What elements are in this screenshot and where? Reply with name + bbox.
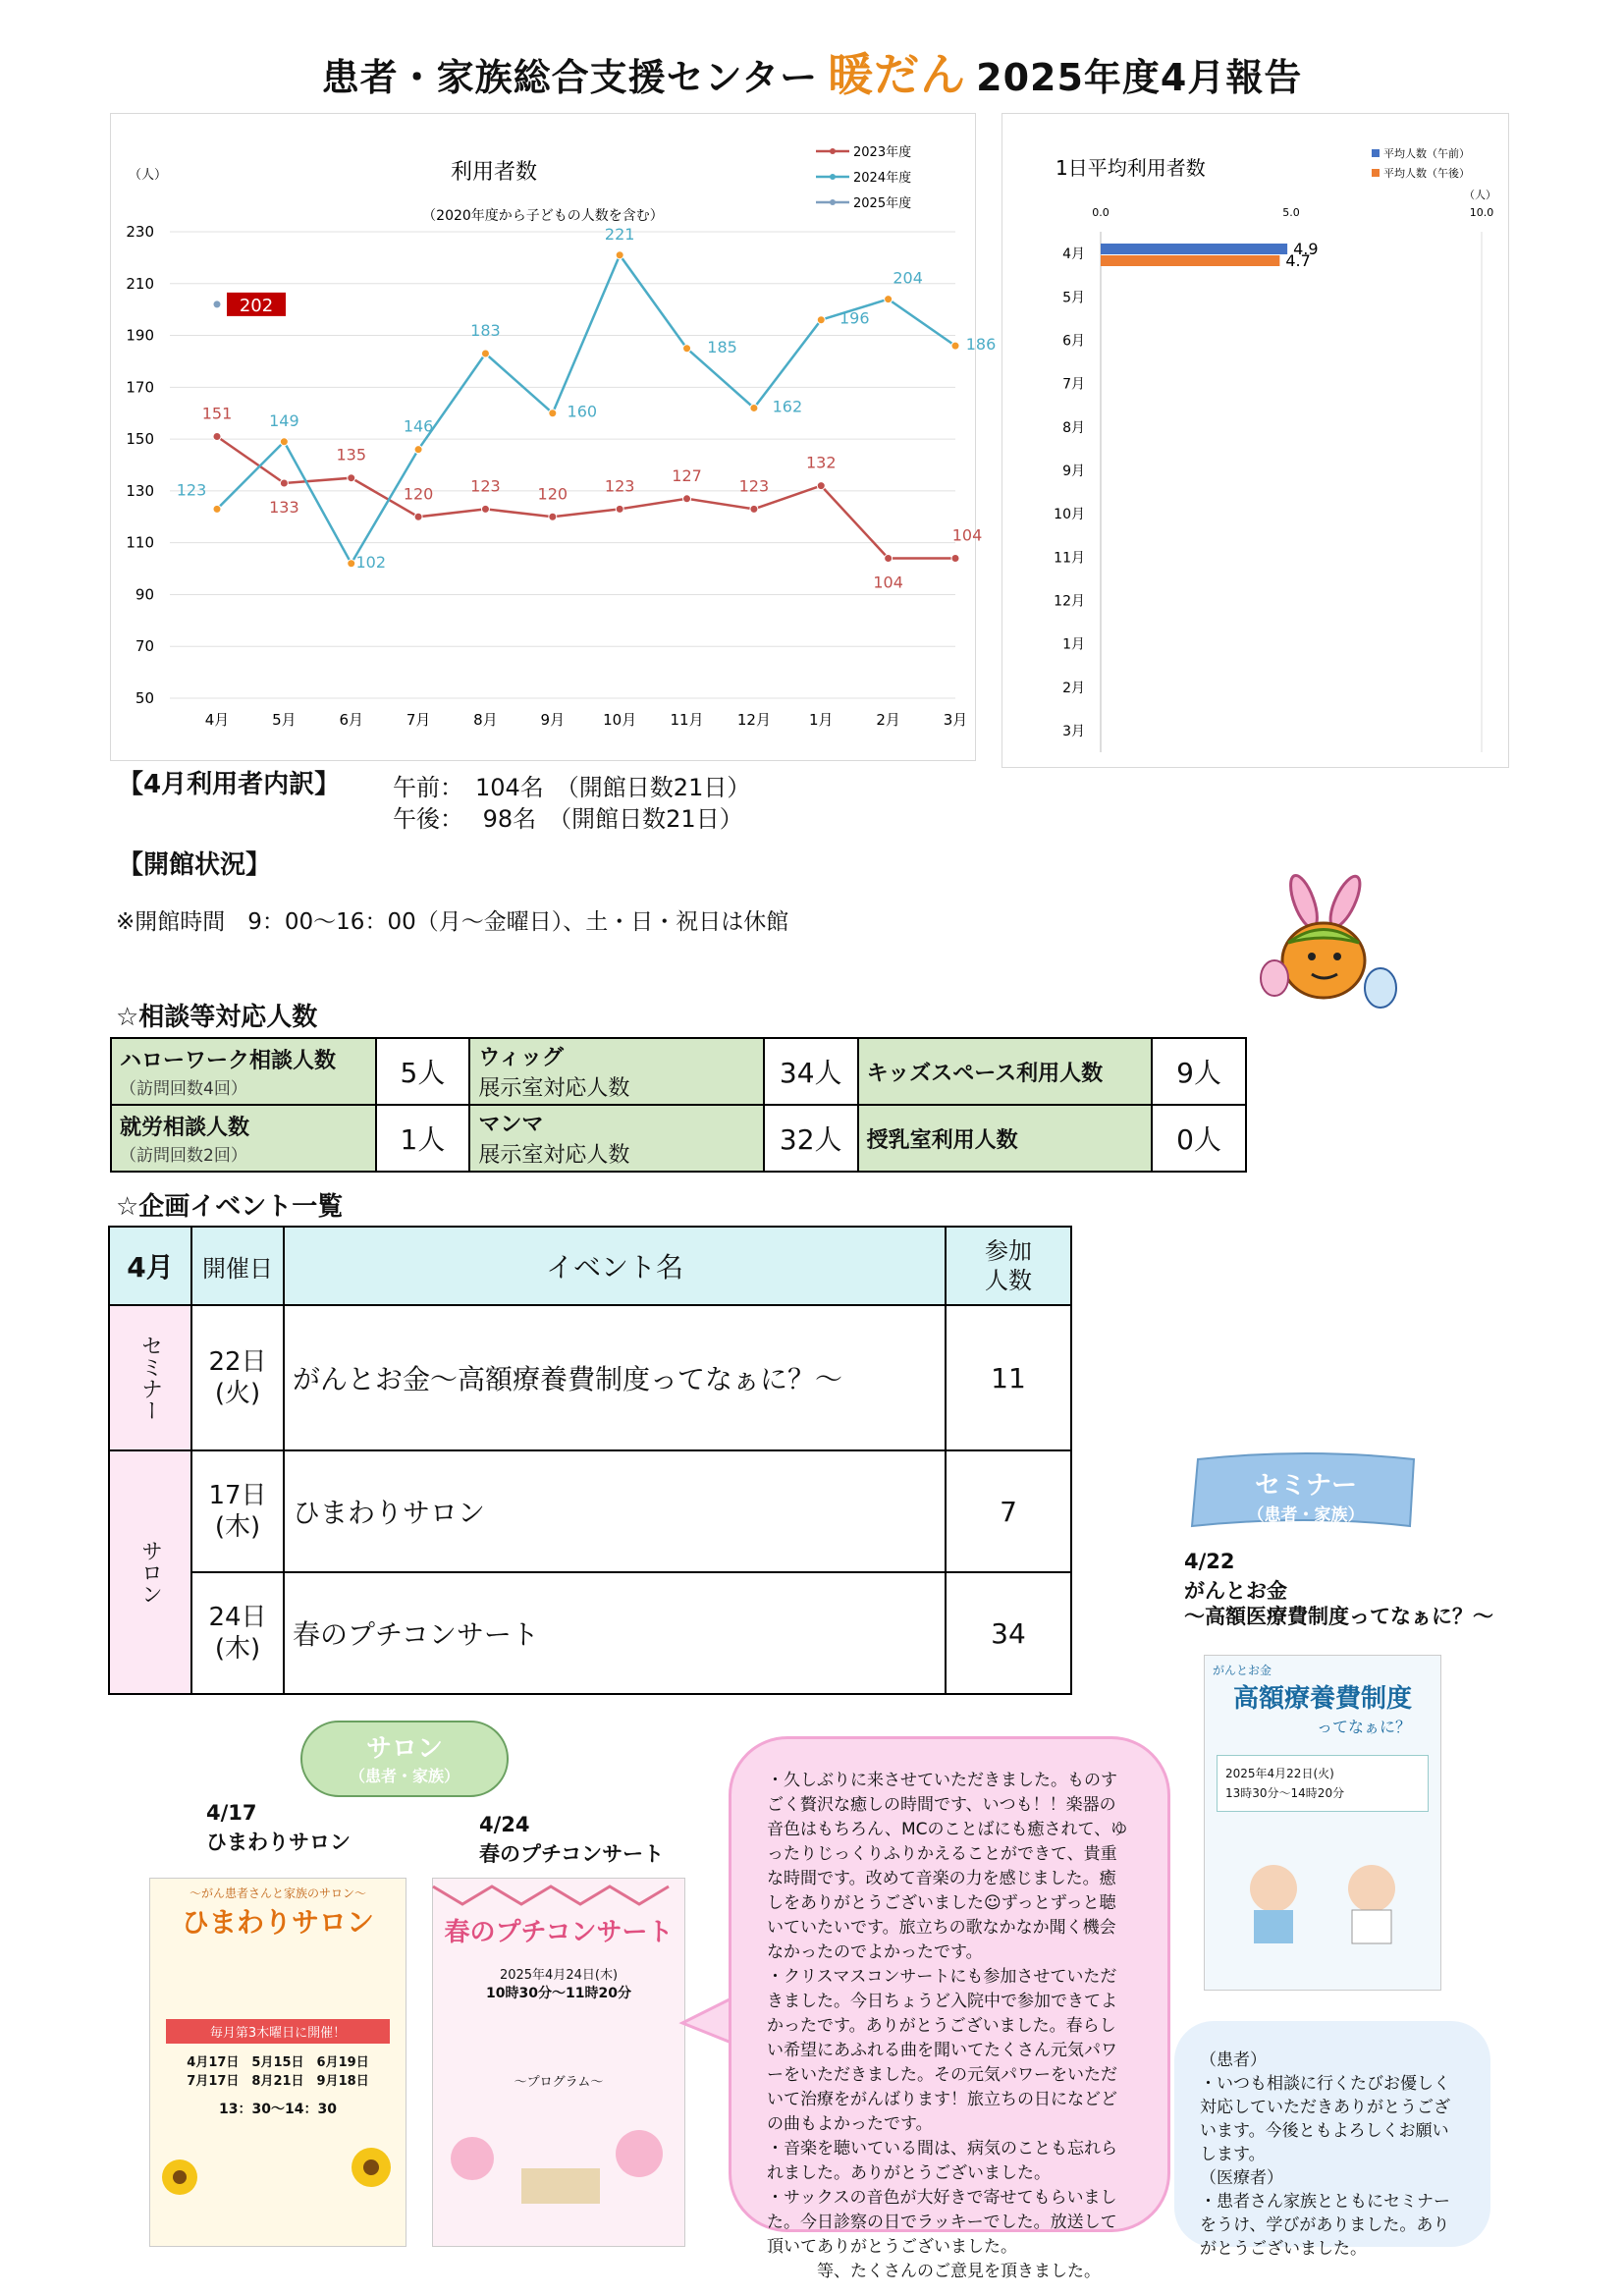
breakdown-heading: 【4月利用者内訳】: [118, 770, 341, 799]
y-tick-label: 5月: [1062, 290, 1085, 306]
table-row: [109, 1305, 1071, 1450]
series-line: [217, 436, 955, 558]
bar-chart-title: 1日平均利用者数: [1056, 156, 1206, 180]
header-month: 4月: [109, 1227, 191, 1305]
y-tick-label: 170: [126, 378, 154, 397]
event-name: 春のプチコンサート: [284, 1572, 946, 1694]
x-tick-label: 0.0: [1092, 206, 1110, 219]
y-tick-label: 7月: [1062, 376, 1085, 393]
x-tick-label: 4月: [204, 711, 230, 729]
header-event-name: イベント名: [284, 1227, 946, 1305]
data-point: [683, 495, 691, 503]
events-heading: ☆企画イベント一覧: [116, 1192, 344, 1222]
y-axis-label: （人）: [129, 168, 168, 183]
data-point: [616, 505, 623, 513]
data-label: 132: [805, 453, 837, 472]
participant-comments: [729, 1736, 1170, 2281]
chart-title: 利用者数: [450, 160, 538, 185]
x-tick-label: 9月: [540, 711, 566, 729]
bunny-mascot-icon: [1247, 872, 1404, 1019]
data-label: 104: [873, 573, 903, 592]
data-point: [683, 345, 691, 353]
dandan-logo: 暖だん: [828, 48, 967, 101]
legend-swatch: [1372, 169, 1380, 177]
salon2-date: 4/24: [479, 1813, 530, 1836]
line-chart: [111, 114, 997, 760]
y-tick-label: 90: [135, 585, 154, 604]
seminar-comments: [1174, 2021, 1490, 2259]
x-tick-label: 8月: [473, 711, 498, 729]
data-point: [549, 513, 557, 520]
salon1-date: 4/17: [206, 1801, 257, 1825]
salon1-name: ひまわりサロン: [206, 1831, 351, 1854]
event-name: ひまわりサロン: [284, 1450, 946, 1572]
data-label: 135: [336, 445, 367, 465]
data-point: [817, 316, 825, 324]
data-label: 183: [470, 321, 501, 341]
event-date: 22日 (火): [191, 1305, 284, 1450]
event-date: 17日 (木): [191, 1450, 284, 1572]
data-label: 120: [537, 484, 568, 504]
header-count: 参加 人数: [946, 1227, 1071, 1305]
x-tick-label: 10.0: [1469, 206, 1494, 219]
salon-badge-sub: （患者・家族）: [349, 1767, 460, 1785]
table-row: [111, 1105, 1246, 1172]
comment-medical-text: ・患者さん家族とともにセミナーをうけ、学びがありました。ありがとうございました。: [1200, 2192, 1450, 2259]
unit-label: （人）: [1464, 189, 1496, 201]
data-point: [280, 438, 288, 446]
data-point: [750, 404, 758, 411]
y-tick-label: 3月: [1062, 723, 1085, 739]
mamma-count: 32人: [764, 1105, 858, 1172]
table-row: [111, 1038, 1246, 1105]
opening-heading: 【開館状況】: [118, 850, 272, 880]
data-point: [213, 505, 221, 513]
x-tick-label: 2月: [876, 711, 900, 729]
data-label: 104: [951, 525, 983, 545]
comment-patient-text: ・いつも相談に行くたびお優しく対応していただきありがとうございます。今後ともよろしくお願いします。: [1200, 2074, 1450, 2164]
wig-label: ウィッグ 展示室対応人数: [469, 1038, 763, 1105]
y-tick-label: 70: [135, 637, 154, 656]
category-seminar: セミナー: [109, 1305, 191, 1450]
comment-medical-heading: （医療者）: [1200, 2168, 1283, 2188]
data-point: [616, 251, 623, 259]
nursing-room-count: 0人: [1152, 1105, 1246, 1172]
x-tick-label: 7月: [406, 711, 431, 729]
data-point: [414, 513, 422, 520]
wig-count: 34人: [764, 1038, 858, 1105]
data-label: 185: [707, 337, 737, 356]
y-tick-label: 4月: [1062, 246, 1085, 263]
table-row: [109, 1450, 1071, 1572]
nursing-room-label: 授乳室利用人数: [858, 1105, 1152, 1172]
y-tick-label: 8月: [1062, 419, 1085, 436]
data-label: 127: [672, 465, 702, 485]
legend-label: 2025年度: [853, 196, 912, 211]
y-tick-label: 10月: [1054, 507, 1085, 523]
data-point: [817, 482, 825, 490]
title-left: 患者・家族総合支援センター: [321, 56, 819, 99]
bar: [1101, 244, 1287, 254]
hellowork-label: ハローワーク相談人数 （訪問回数4回）: [111, 1038, 376, 1105]
data-label: 123: [470, 476, 501, 496]
event-date: 24日 (木): [191, 1572, 284, 1694]
kids-space-label: キッズスペース利用人数: [858, 1038, 1152, 1105]
data-label: 133: [269, 497, 299, 517]
legend-swatch: [1372, 149, 1380, 157]
salon2-name: 春のプチコンサート: [479, 1842, 665, 1866]
data-point: [213, 432, 221, 440]
legend-label: 平均人数（午前）: [1383, 147, 1470, 160]
y-tick-label: 130: [126, 481, 154, 500]
seminar-name-2: ～高額医療費制度ってなぁに？～: [1184, 1605, 1493, 1628]
event-name: がんとお金～高額療養費制度ってなぁに？～: [284, 1305, 946, 1450]
mamma-label: マンマ 展示室対応人数: [469, 1105, 763, 1172]
breakdown-pm: 午後： 98名 （開館日数21日）: [393, 805, 743, 833]
y-tick-label: 190: [126, 326, 154, 345]
data-label: 123: [604, 476, 635, 496]
event-count: 34: [946, 1572, 1071, 1694]
x-tick-label: 5.0: [1282, 206, 1300, 219]
data-point: [481, 350, 489, 357]
chart-subtitle: （2020年度から子どもの人数を含む）: [422, 208, 664, 224]
x-tick-label: 1月: [808, 711, 834, 729]
category-salon: サロン: [109, 1450, 191, 1694]
y-tick-label: 2月: [1062, 680, 1085, 696]
employment-count: 1人: [376, 1105, 470, 1172]
salon-badge-title: サロン: [365, 1734, 443, 1764]
x-tick-label: 10月: [603, 711, 637, 729]
data-point: [213, 301, 221, 308]
data-label: 120: [403, 484, 434, 504]
bar-chart: [1002, 114, 1508, 767]
breakdown-am: 午前： 104名 （開館日数21日）: [393, 774, 751, 801]
legend-marker: [830, 148, 836, 154]
data-label: 204: [893, 268, 923, 288]
page-title: [0, 39, 1624, 104]
data-label: 151: [201, 404, 233, 423]
events-table: [108, 1226, 1072, 1695]
data-label: 102: [355, 552, 387, 572]
table-row: [109, 1572, 1071, 1694]
data-label: 123: [176, 480, 207, 500]
bar: [1101, 255, 1279, 266]
data-label: 4.9: [1293, 240, 1319, 258]
data-point: [885, 555, 893, 563]
hellowork-count: 5人: [376, 1038, 470, 1105]
data-label: 186: [965, 335, 997, 355]
seminar-poster: がんとお金 高額療養費制度 ってなぁに？ 2025年4月22日(火) 13時30分～14時20分: [1204, 1655, 1441, 1991]
data-label: 202: [239, 295, 274, 316]
data-label: 162: [772, 397, 803, 416]
data-point: [885, 296, 893, 303]
event-count: 7: [946, 1450, 1071, 1572]
data-point: [481, 505, 489, 513]
data-label: 4.7: [1285, 251, 1311, 270]
x-tick-label: 12月: [736, 711, 771, 729]
data-label: 196: [839, 308, 870, 328]
opening-hours: ※開館時間 9：00～16：00（月～金曜日）、土・日・祝日は休館: [116, 909, 789, 935]
spring-concert-poster: 春のプチコンサート 2025年4月24日(木) 10時30分～11時20分 ～プログラム～: [432, 1878, 685, 2247]
consult-table: [110, 1037, 1247, 1173]
header-date: 開催日: [191, 1227, 284, 1305]
title-right: 2025年度4月報告: [976, 56, 1303, 99]
seminar-name-1: がんとお金: [1184, 1579, 1287, 1603]
x-tick-label: 6月: [339, 711, 364, 729]
legend-label: 2023年度: [853, 145, 912, 160]
y-tick-label: 9月: [1062, 463, 1085, 479]
y-tick-label: 6月: [1062, 333, 1085, 350]
seminar-date: 4/22: [1184, 1550, 1235, 1573]
y-tick-label: 110: [126, 533, 154, 552]
x-tick-label: 3月: [943, 711, 968, 729]
table-row: [109, 1227, 1071, 1305]
legend-label: 平均人数（午後）: [1383, 167, 1470, 180]
y-tick-label: 50: [135, 689, 154, 707]
y-tick-label: 210: [126, 274, 154, 293]
kids-space-count: 9人: [1152, 1038, 1246, 1105]
participant-comments-text: ・久しぶりに来させていただきました。ものすごく贅沢な癒しの時間です、いつも！！楽器の音色はもちろん、MCのことばにも癒されて、ゆったりじっくりふりかえることができて、貴重な時間です。改めて音楽の力を感じました。癒しをありがとうございました☺ずっとずっと聴いていたいです。旅立ちの歌なかなか聞く機会なかったのでよかったです。 ・クリスマスコンサートにも参加させていただきました。今日ちょうど入院中で参加できてよかったです。ありがとうございました。春らしい希望にあふれる曲を聞いてたくさん元気パワーをいただきました。その元気パワーをいただいて治療をがんばります！旅立ちの日になどどの曲もよかったです。 ・音楽を聴いている間は、病気のことも忘れられました。ありがとうございました。 ・サックスの音色が大好きで寄せてもらいました。今日診察の日でラッキーでした。放送して頂いてありがとうございました。 等、たくさんのご意見を頂きました。: [767, 1771, 1128, 2281]
data-label: 149: [269, 410, 299, 430]
y-tick-label: 12月: [1054, 593, 1085, 610]
employment-label: 就労相談人数 （訪問回数2回）: [111, 1105, 376, 1172]
data-point: [951, 555, 959, 563]
line-chart-panel: [110, 113, 997, 761]
consult-heading: ☆相談等対応人数: [116, 1003, 318, 1032]
data-point: [348, 474, 355, 482]
data-point: [414, 446, 422, 454]
data-point: [549, 410, 557, 417]
legend-marker: [830, 199, 836, 205]
x-tick-label: 5月: [272, 711, 297, 729]
data-point: [951, 342, 959, 350]
y-tick-label: 150: [126, 430, 154, 449]
event-count: 11: [946, 1305, 1071, 1450]
seminar-badge-title: セミナー: [1254, 1471, 1357, 1501]
data-point: [750, 505, 758, 513]
seminar-badge-sub: （患者・家族）: [1247, 1505, 1365, 1525]
y-tick-label: 11月: [1054, 550, 1085, 567]
bubble-tail-icon: [677, 1994, 736, 2052]
data-label: 160: [567, 402, 598, 421]
y-tick-label: 1月: [1062, 636, 1085, 653]
y-tick-label: 230: [126, 223, 154, 241]
data-point: [280, 479, 288, 487]
comment-patient-heading: （患者）: [1200, 2050, 1267, 2070]
himawari-salon-poster: ～がん患者さんと家族のサロン～ ひまわりサロン 毎月第3木曜日に開催！ 4月17日 5月15日 6月19日 7月17日 8月21日 9月18日 13：30～14：30: [149, 1878, 406, 2247]
bar-chart-panel: [1001, 113, 1509, 768]
legend-label: 2024年度: [853, 171, 912, 186]
data-point: [348, 560, 355, 568]
x-tick-label: 11月: [670, 711, 704, 729]
data-label: 146: [403, 416, 434, 436]
data-label: 221: [604, 224, 635, 244]
legend-marker: [830, 174, 836, 180]
data-label: 123: [738, 476, 770, 496]
